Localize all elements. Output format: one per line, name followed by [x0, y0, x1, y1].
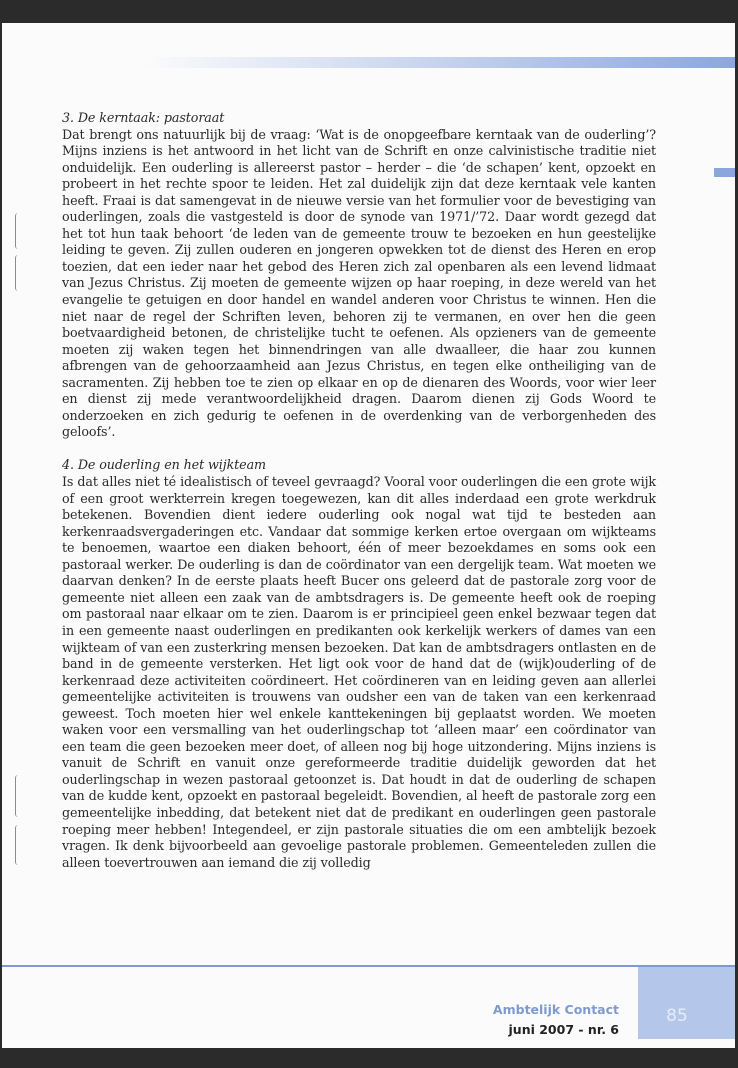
- section-heading: 3. De kerntaak: pastoraat: [62, 110, 225, 125]
- section-paragraph: Dat brengt ons natuurlijk bij de vraag: ‘Wat is de onopgeefbare kerntaak van de ouderling’? Mijns inziens is het antwoord in het licht van de Schrift en onze calvinistische traditie niet onduidelijk. Een ouderling is allereerst pastor – herder – die ‘de schapen’ kent, opzoekt en probeert in het rechte spoor te leiden. Het zal duidelijk zijn dat deze kerntaak vele kanten heeft. Fraai is dat samengevat in de nieuwe versie van het formulier voor de bevestiging van ouderlingen, zoals die vastgesteld is door de synode van 1971/’72. Daar wordt gezegd dat het tot hun taak behoort ‘de leden van de gemeente trouw te bezoeken en hun geestelijke leiding te geven. Zij zullen ouderen en jongeren opwekken tot de dienst des Heren en erop toezien, dat een ieder naar het gebod des Heren zich zal openbaren als een levend lidmaat van Jezus Christus. Zij moeten de gemeente wijzen op haar roeping, in deze wereld van het evangelie te getuigen en door handel en wandel anderen voor Christus te winnen. Hen die niet naar de regel der Schriften leven, behoren zij te vermanen, en over hen die geen boetvaardigheid betonen, de christelijke tucht te oefenen. Als opzieners van de gemeente moeten zij waken tegen het binnendringen van alle dwaalleer, die haar zou kunnen afbrengen van de gehoorzaamheid aan Jezus Christus, en tegen elke ontheiliging van de sacramenten. Zij hebben toe te zien op elkaar en op de dienaren des Woords, voor wier leer en dienst zij mede verantwoordelijkheid dragen. Daarom dienen zij Gods Woord te onderzoeken en zich gedurig te oefenen in de overdenking van de verborgenheden des geloofs’.: [62, 126, 656, 440]
- section-paragraph: Is dat alles niet té idealistisch of teveel gevraagd? Vooral voor ouderlingen die een grote wijk of een groot werkterrein kregen toegewezen, kan dit alles inderdaad een grote werkdruk betekenen. Bovendien dient iedere ouderling ook nogal wat tijd te besteden aan kerkenraadsvergaderingen etc. Vandaar dat sommige kerken ertoe overgaan om wijkteams te benoemen, waartoe een diaken behoort, één of meer bezoekdames en soms ook een pastoraal werker. De ouderling is dan de coördinator van een dergelijk team. Wat moeten we daarvan denken? In de eerste plaats heeft Bucer ons geleerd dat de pastorale zorg voor de gemeente niet alleen een zaak van de ambtsdragers is. De gemeente heeft ook de roeping om pastoraal naar elkaar om te zien. Daarom is er principieel geen enkel bezwaar tegen dat in een gemeente naast ouderlingen en predikanten ook kerkelijk werkers of dames van een wijkteam of van een zusterkring mensen bezoeken. Dat kan de ambtsdragers ontlasten en de band in de gemeente versterken. Het ligt ook voor de hand dat de (wijk)ouderling of de kerkenraad deze activiteiten coördineert. Het coördineren van en leiding geven aan allerlei gemeentelijke activiteiten is trouwens van oudsher een van de taken van een kerkenraad geweest. Toch moeten hier wel enkele kanttekeningen bij geplaatst worden. We moeten waken voor een versmalling van het ouderlingschap tot ‘alleen maar’ een coördinator van een team die geen bezoeken meer doet, of alleen nog bij hoge uitzondering. Mijns inziens is vanuit de Schrift en vanuit onze gereformeerde traditie duidelijk geworden dat het ouderlingschap in wezen pastoraal getoonzet is. Dat houdt in dat de ouderling de schapen van de kudde kent, opzoekt en pastoraal begeleidt. Bovendien, al heeft de pastorale zorg een gemeentelijke inbedding, dat betekent niet dat de predikant en ouderlingen geen pastorale roeping meer hebben! Integendeel, er zijn pastorale situaties die om een ambtelijk bezoek vragen. Ik denk bijvoorbeeld aan gevoelige pastorale problemen. Gemeenteleden zullen die alleen toevertrouwen aan iemand die zij volledig: [62, 474, 656, 870]
- header-band: [142, 57, 735, 68]
- document-page: [2, 23, 735, 1048]
- binding-mark: [15, 255, 22, 291]
- footer-rule: [2, 965, 735, 967]
- binding-mark: [15, 775, 22, 817]
- publication-title: Ambtelijk Contact: [492, 1002, 619, 1017]
- section-heading: 4. De ouderling en het wijkteam: [62, 457, 266, 473]
- paragraph-gap: [62, 441, 656, 458]
- article-body: [62, 110, 656, 871]
- side-tab-marker: [714, 168, 735, 177]
- page-number-box: [638, 967, 735, 1039]
- issue-label: juni 2007 - nr. 6: [508, 1022, 619, 1037]
- binding-mark: [15, 825, 22, 865]
- binding-mark: [15, 213, 22, 249]
- page-number: 85: [666, 1006, 688, 1026]
